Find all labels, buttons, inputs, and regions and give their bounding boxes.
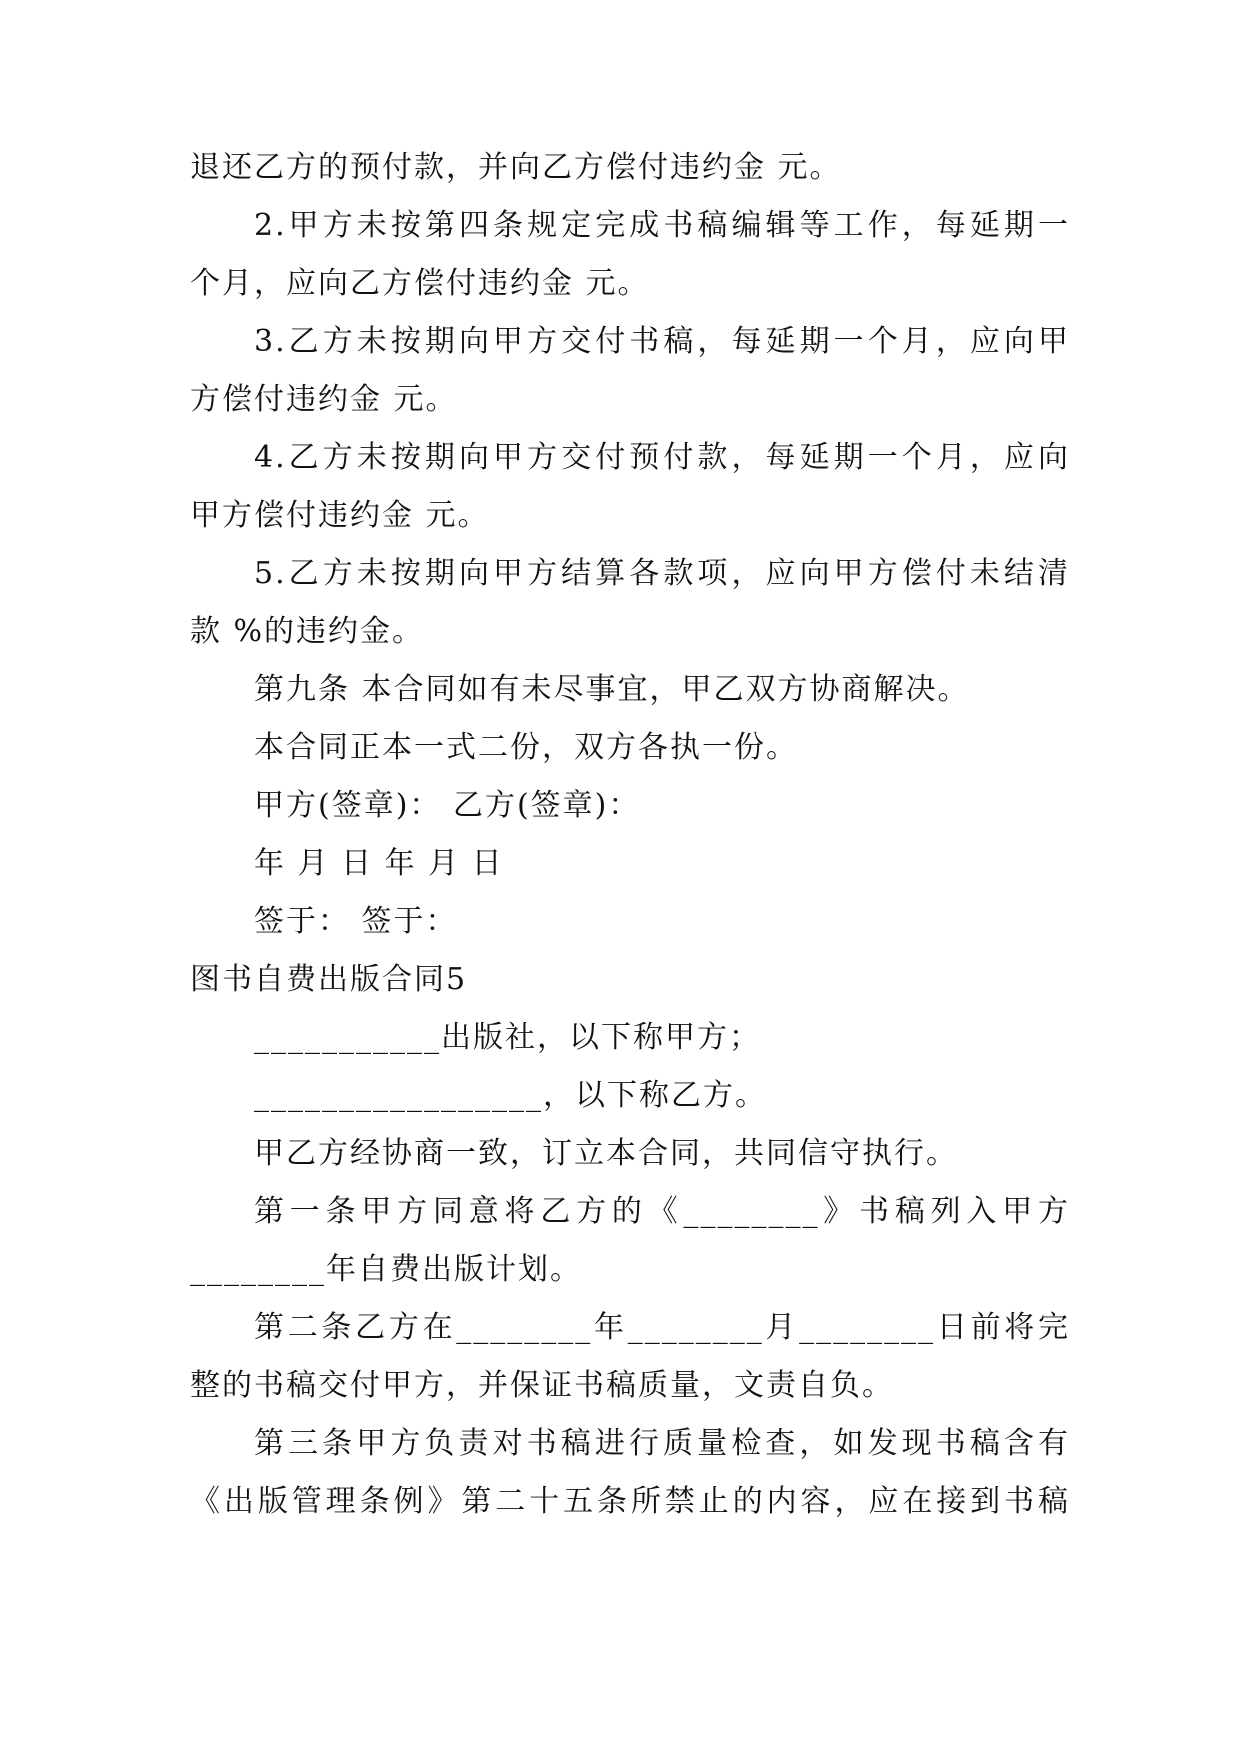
text-line: _________________，以下称乙方。 xyxy=(254,1078,767,1113)
text-line: ___________出版社，以下称甲方； xyxy=(254,1020,761,1055)
text-line: ________年自费出版计划。 xyxy=(190,1252,582,1287)
section-heading: 图书自费出版合同5 xyxy=(190,962,468,997)
text-line: 3.乙方未按期向甲方交付书稿，每延期一个月，应向甲 xyxy=(254,324,1070,359)
text-line: 5.乙方未按期向甲方结算各款项，应向甲方偿付未结清 xyxy=(254,556,1070,591)
text-line: 签于： 签于： xyxy=(254,904,458,939)
text-line: 退还乙方的预付款，并向乙方偿付违约金 元。 xyxy=(190,150,842,185)
text-line: 年 月 日 年 月 日 xyxy=(254,846,504,881)
text-line: 第三条甲方负责对书稿进行质量检查，如发现书稿含有 xyxy=(254,1426,1070,1461)
text-line: 第二条乙方在________年________月________日前将完 xyxy=(254,1310,1070,1345)
text-line: 整的书稿交付甲方，并保证书稿质量，文责自负。 xyxy=(190,1368,894,1403)
text-line: 甲方(签章)： 乙方(签章)： xyxy=(254,788,641,823)
text-line: 第一条甲方同意将乙方的《________》书稿列入甲方 xyxy=(254,1194,1070,1229)
text-line: 方偿付违约金 元。 xyxy=(190,382,458,417)
text-line: 4.乙方未按期向甲方交付预付款，每延期一个月，应向 xyxy=(254,440,1070,475)
text-line: 甲乙方经协商一致，订立本合同，共同信守执行。 xyxy=(254,1136,958,1171)
text-line: 《出版管理条例》第二十五条所禁止的内容，应在接到书稿 xyxy=(190,1484,1070,1519)
text-line: 2.甲方未按第四条规定完成书稿编辑等工作，每延期一 xyxy=(254,208,1070,243)
text-line: 第九条 本合同如有未尽事宜，甲乙双方协商解决。 xyxy=(254,672,970,707)
text-line: 个月，应向乙方偿付违约金 元。 xyxy=(190,266,650,301)
text-line: 本合同正本一式二份，双方各执一份。 xyxy=(254,730,798,765)
text-line: 甲方偿付违约金 元。 xyxy=(190,498,490,533)
text-line: 款 %的违约金。 xyxy=(190,614,425,649)
